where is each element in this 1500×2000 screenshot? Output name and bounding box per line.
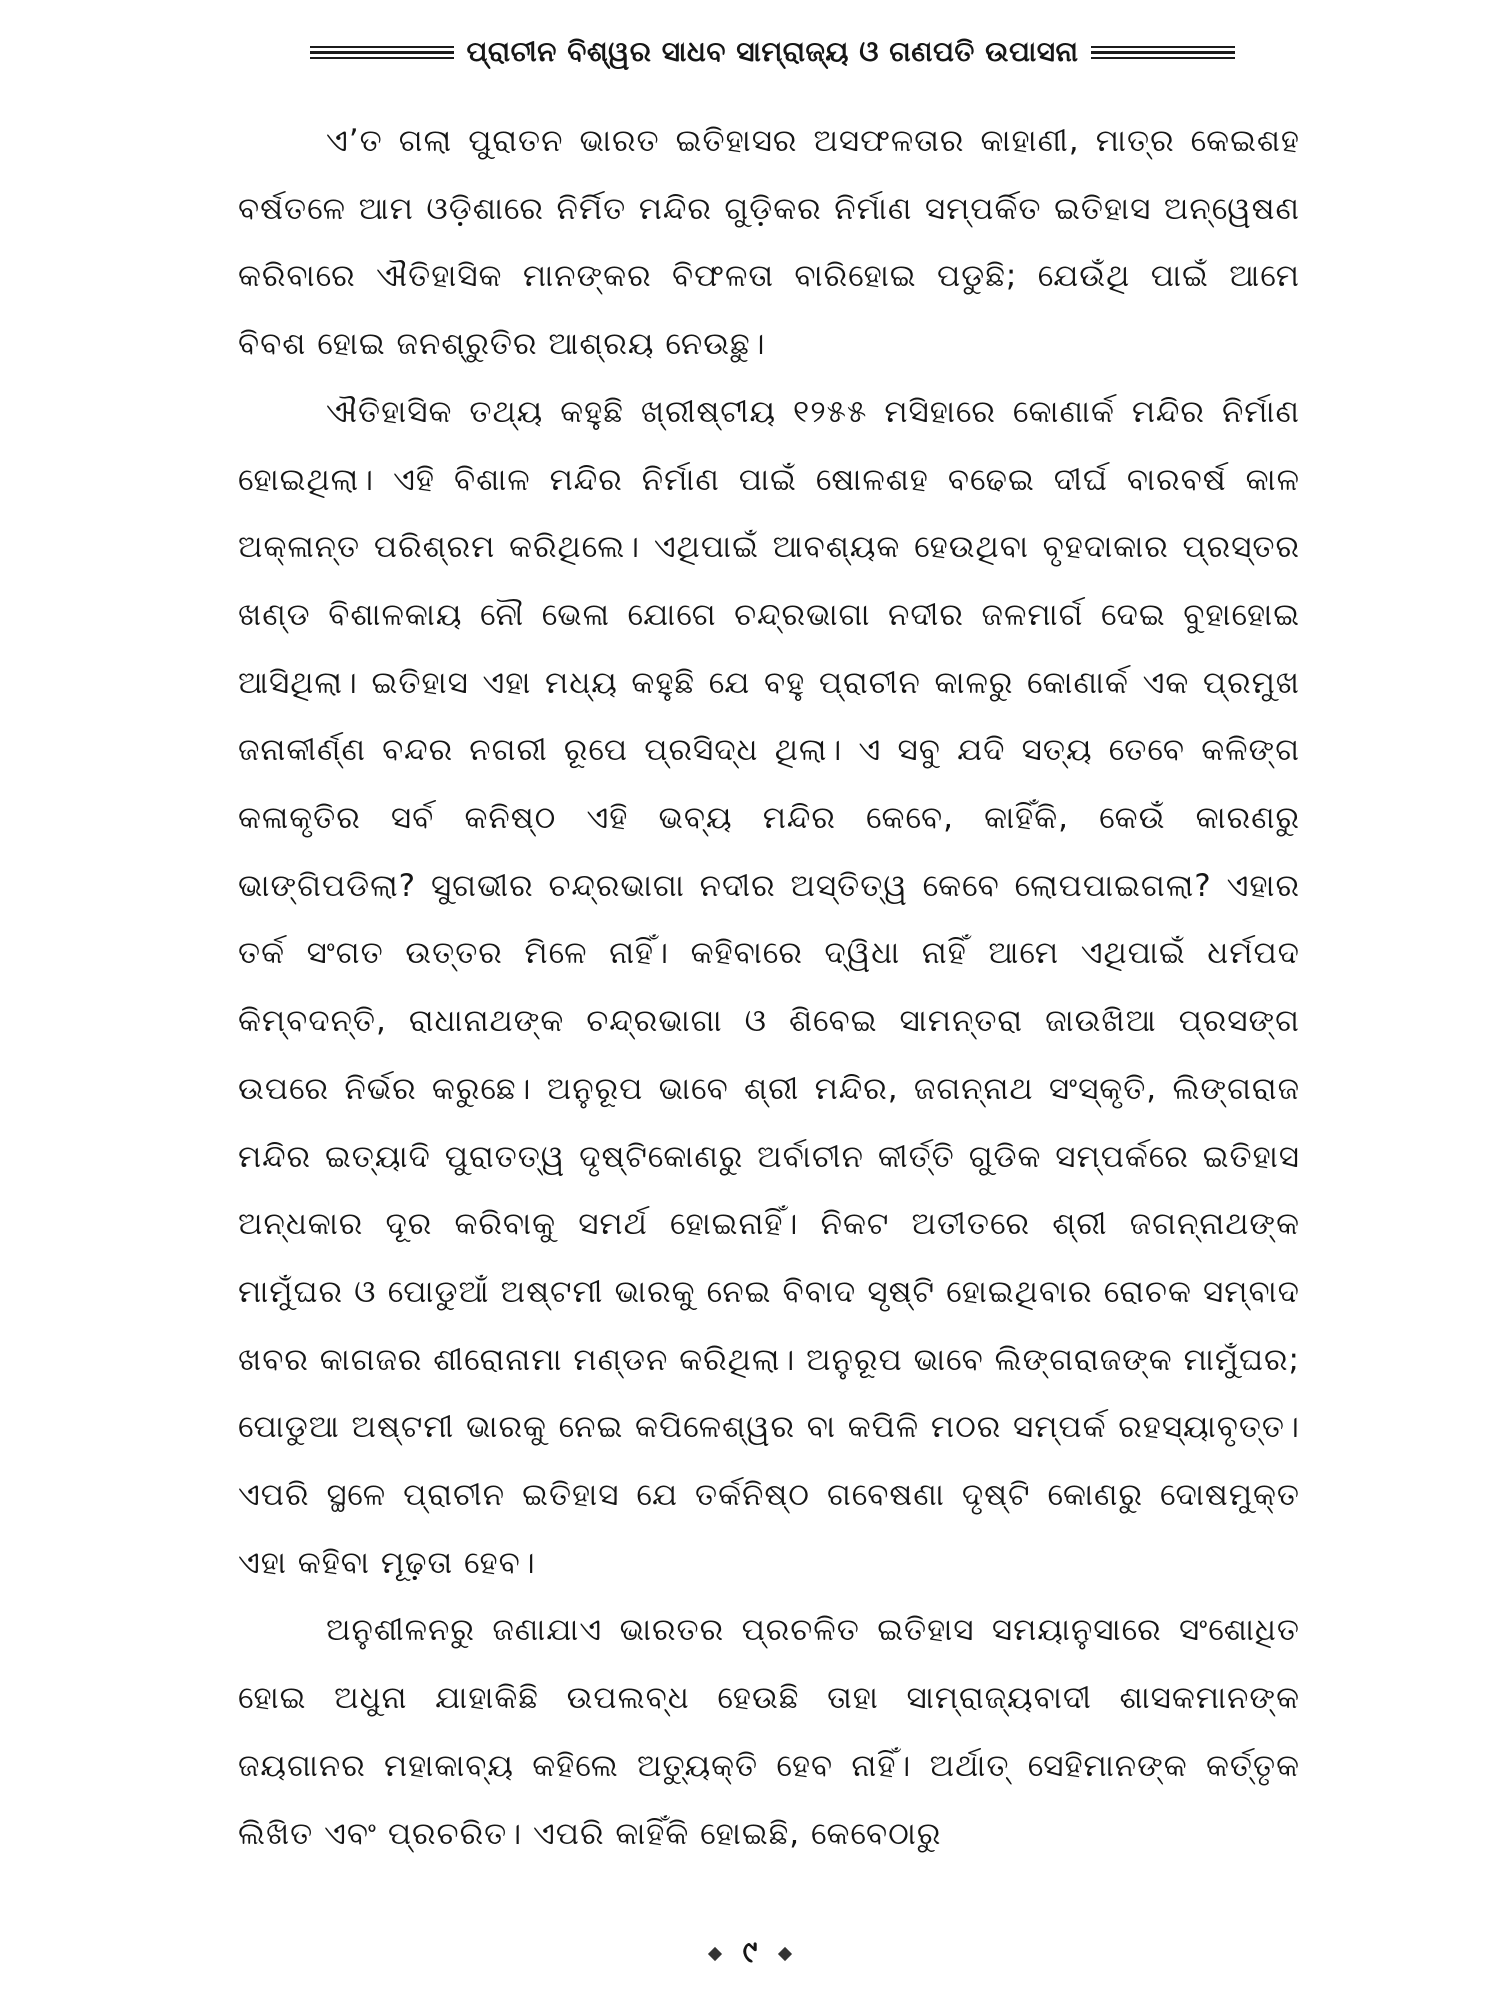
paragraph: ଅନୁଶୀଳନରୁ ଜଣାଯାଏ ଭାରତର ପ୍ରଚଳିତ ଇତିହାସ ସମୟାନୁସାରେ ସଂଶୋଧିତ ହୋଇ ଅଧୁନା ଯାହାକିଛି ଉପଲବ୍ଧ ହେଉଛି ତାହା ସାମ୍ରାଜ୍ୟବାଦୀ ଶାସକମାନଙ୍କ ଜୟଗାନର ମହାକାବ୍ୟ କହିଲେ ଅତ୍ୟୁକ୍ତି ହେବ ନାହିଁ। ଅର୍ଥାତ୍ ସେହିମାନଙ୍କ କର୍ତ୍ତୃକ ଲିଖିତ ଏବଂ ପ୍ରଚରିତ। ଏପରି କାହିଁକି ହୋଇଛି, କେବେଠାରୁ: [238, 1612, 1300, 1852]
diamond-ornament-right-icon: [778, 1946, 792, 1960]
running-header: [310, 30, 1235, 74]
diamond-ornament-left-icon: [708, 1946, 722, 1960]
header-rule-left: [310, 46, 454, 59]
page-number: ୯: [742, 1935, 758, 1970]
body-text: [238, 108, 1300, 1868]
header-title: ପ୍ରାଚୀନ ବିଶ୍ୱର ସାଧବ ସାମ୍ରାଜ୍ୟ ଓ ଗଣପତି ଉପାସନା: [466, 35, 1079, 68]
page-footer: [0, 1935, 1500, 1970]
paragraph: ଐତିହାସିକ ତଥ୍ୟ କହୁଛି ଖ୍ରୀଷ୍ଟୀୟ ୧୨୫୫ ମସିହାରେ କୋଣାର୍କ ମନ୍ଦିର ନିର୍ମାଣ ହୋଇଥିଲା। ଏହି ବିଶାଳ ମନ୍ଦିର ନିର୍ମାଣ ପାଇଁ ଷୋଳଶହ ବଢେଇ ଦୀର୍ଘ ବାରବର୍ଷ କାଳ ଅକ୍ଳାନ୍ତ ପରିଶ୍ରମ କରିଥିଲେ। ଏଥିପାଇଁ ଆବଶ୍ୟକ ହେଉଥିବା ବୃହଦାକାର ପ୍ରସ୍ତର ଖଣ୍ଡ ବିଶାଳକାୟ ନୌ ଭେଳା ଯୋଗେ ଚନ୍ଦ୍ରଭାଗା ନଦୀର ଜଳମାର୍ଗ ଦେଇ ବୁହାହୋଇ ଆସିଥିଲା। ଇତିହାସ ଏହା ମଧ୍ୟ କହୁଛି ଯେ ବହୁ ପ୍ରାଚୀନ କାଳରୁ କୋଣାର୍କ ଏକ ପ୍ରମୁଖ ଜନାକୀର୍ଣ୍ଣ ବନ୍ଦର ନଗରୀ ରୂପେ ପ୍ରସିଦ୍ଧ ଥିଲା। ଏ ସବୁ ଯଦି ସତ୍ୟ ତେବେ କଳିଙ୍ଗ କଳାକୃତିର ସର୍ବ କନିଷ୍ଠ ଏହି ଭବ୍ୟ ମନ୍ଦିର କେବେ, କାହିଁକି, କେଉଁ କାରଣରୁ ଭାଙ୍ଗିପଡିଲା? ସୁଗଭୀର ଚନ୍ଦ୍ରଭାଗା ନଦୀର ଅସ୍ତିତ୍ୱ କେବେ ଲୋପପାଇଗଲା? ଏହାର ତର୍କ ସଂଗତ ଉତ୍ତର ମିଳେ ନାହିଁ। କହିବାରେ ଦ୍ୱିଧା ନାହିଁ ଆମେ ଏଥିପାଇଁ ଧର୍ମପଦ କିମ୍ବଦନ୍ତି, ରାଧାନାଥଙ୍କ ଚନ୍ଦ୍ରଭାଗା ଓ ଶିବେଇ ସାମନ୍ତରା ଜାଉଖିଆ ପ୍ରସଙ୍ଗ ଉପରେ ନିର୍ଭର କରୁଛେ। ଅନୁରୂପ ଭାବେ ଶ୍ରୀ ମନ୍ଦିର, ଜଗନ୍ନାଥ ସଂସ୍କୃତି, ଲିଙ୍ଗରାଜ ମନ୍ଦିର ଇତ୍ୟାଦି ପୁରାତତ୍ୱ ଦୃଷ୍ଟିକୋଣରୁ ଅର୍ବାଚୀନ କୀର୍ତ୍ତି ଗୁଡିକ ସମ୍ପର୍କରେ ଇତିହାସ ଅନ୍ଧକାର ଦୂର କରିବାକୁ ସମର୍ଥ ହୋଇନାହିଁ। ନିକଟ ଅତୀତରେ ଶ୍ରୀ ଜଗନ୍ନାଥଙ୍କ ମାମୁଁଘର ଓ ପୋଡୁଆଁ ଅଷ୍ଟମୀ ଭାରକୁ ନେଇ ବିବାଦ ସୃଷ୍ଟି ହୋଇଥିବାର ରୋଚକ ସମ୍ବାଦ ଖବର କାଗଜର ଶୀରୋନାମା ମଣ୍ଡନ କରିଥିଲା। ଅନୁରୂପ ଭାବେ ଲିଙ୍ଗରାଜଙ୍କ ମାମୁଁଘର; ପୋଡୁଆ ଅଷ୍ଟମୀ ଭାରକୁ ନେଇ କପିଳେଶ୍ୱର ବା କପିଳି ମଠର ସମ୍ପର୍କ ରହସ୍ୟାବୃତ୍ତ। ଏପରି ସ୍ଥଳେ ପ୍ରାଚୀନ ଇତିହାସ ଯେ ତର୍କନିଷ୍ଠ ଗବେଷଣା ଦୃଷ୍ଟି କୋଣରୁ ଦୋଷମୁକ୍ତ ଏହା କହିବା ମୂଢ଼ତା ହେବ।: [238, 393, 1300, 1581]
header-rule-right: [1091, 46, 1235, 59]
paragraph: ଏ’ତ ଗଲା ପୁରାତନ ଭାରତ ଇତିହାସର ଅସଫଳତାର କାହାଣୀ, ମାତ୍ର କେଇଶହ ବର୍ଷତଳେ ଆମ ଓଡ଼ିଶାରେ ନିର୍ମିତ ମନ୍ଦିର ଗୁଡ଼ିକର ନିର୍ମାଣ ସମ୍ପର୍କିତ ଇତିହାସ ଅନ୍ୱେଷଣ କରିବାରେ ଐତିହାସିକ ମାନଙ୍କର ବିଫଳତା ବାରିହୋଇ ପଡୁଛି; ଯେଉଁଥି ପାଇଁ ଆମେ ବିବଶ ହୋଇ ଜନଶ୍ରୁତିର ଆଶ୍ରୟ ନେଉଛୁ।: [238, 123, 1300, 363]
